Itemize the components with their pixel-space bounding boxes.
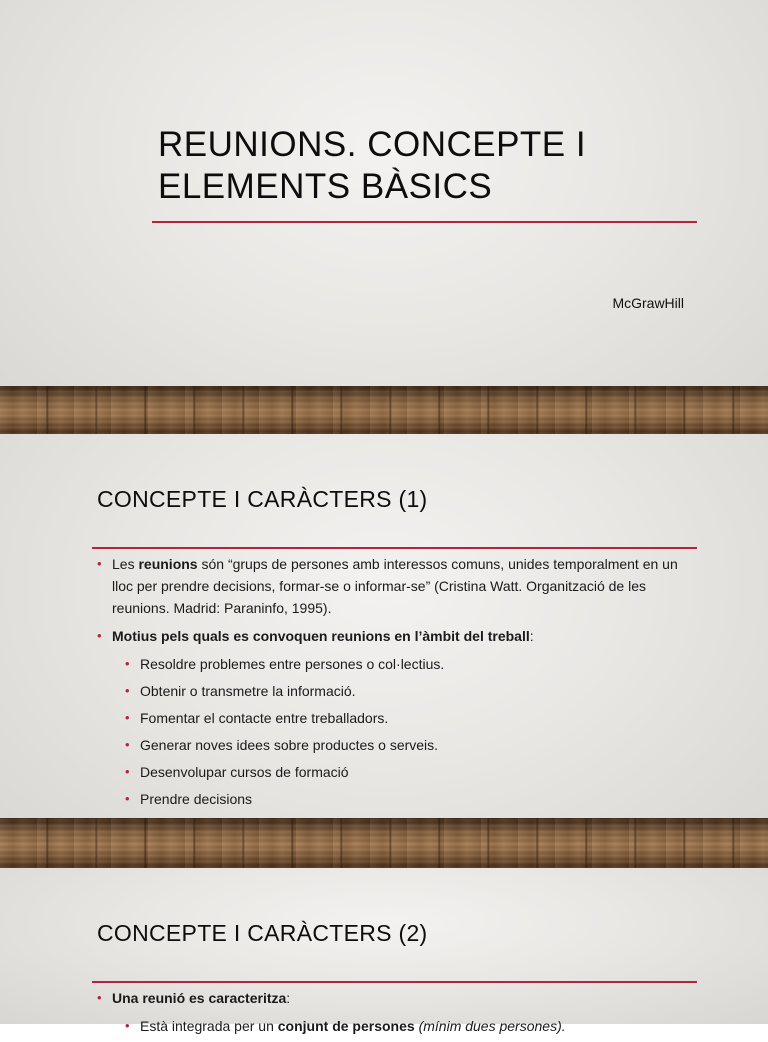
- wood-floor-image: [0, 818, 768, 868]
- slide-heading: CONCEPTE I CARÀCTERS (1): [97, 486, 428, 512]
- title-slide: [0, 0, 768, 434]
- motive-item: • Obtenir o transmetre la informació.: [97, 680, 687, 702]
- motive-item: • Resoldre problemes entre persones o col·lectius.: [97, 653, 687, 675]
- characteristics-item: • Una reunió es caracteritza:: [97, 987, 687, 1009]
- slide-title: REUNIONS. CONCEPTE I ELEMENTS BÀSICS: [158, 125, 587, 206]
- title-underline: [152, 221, 697, 223]
- concept-slide-1: [0, 434, 768, 868]
- wood-floor-image: [0, 386, 768, 434]
- motive-item: • Generar noves idees sobre productes o serveis.: [97, 734, 687, 756]
- slide-heading: CONCEPTE I CARÀCTERS (2): [97, 920, 428, 946]
- motive-item: • Desenvolupar cursos de formació: [97, 761, 687, 783]
- motive-item: • Prendre decisions: [97, 788, 687, 810]
- bullet-list: [97, 553, 687, 815]
- concept-slide-2: [0, 868, 768, 1034]
- heading-underline: [92, 981, 697, 983]
- motive-item: • Fomentar el contacte entre treballadors.: [97, 707, 687, 729]
- definition-item: • Les reunions són “grups de persones amb interessos comuns, unides temporalment en un lloc per prendre decisions, formar-se o informar-se” (Cristina Watt. Organització de les reunions. Madrid: Paraninfo, 1995).: [97, 553, 687, 619]
- bullet-list: [97, 987, 687, 1042]
- heading-underline: [92, 547, 697, 549]
- publisher-label: McGrawHill: [612, 295, 684, 311]
- characteristic-item: • Està integrada per un conjunt de persones (mínim dues persones).: [97, 1015, 687, 1037]
- motives-item: • Motius pels quals es convoquen reunions en l’àmbit del treball:: [97, 625, 687, 647]
